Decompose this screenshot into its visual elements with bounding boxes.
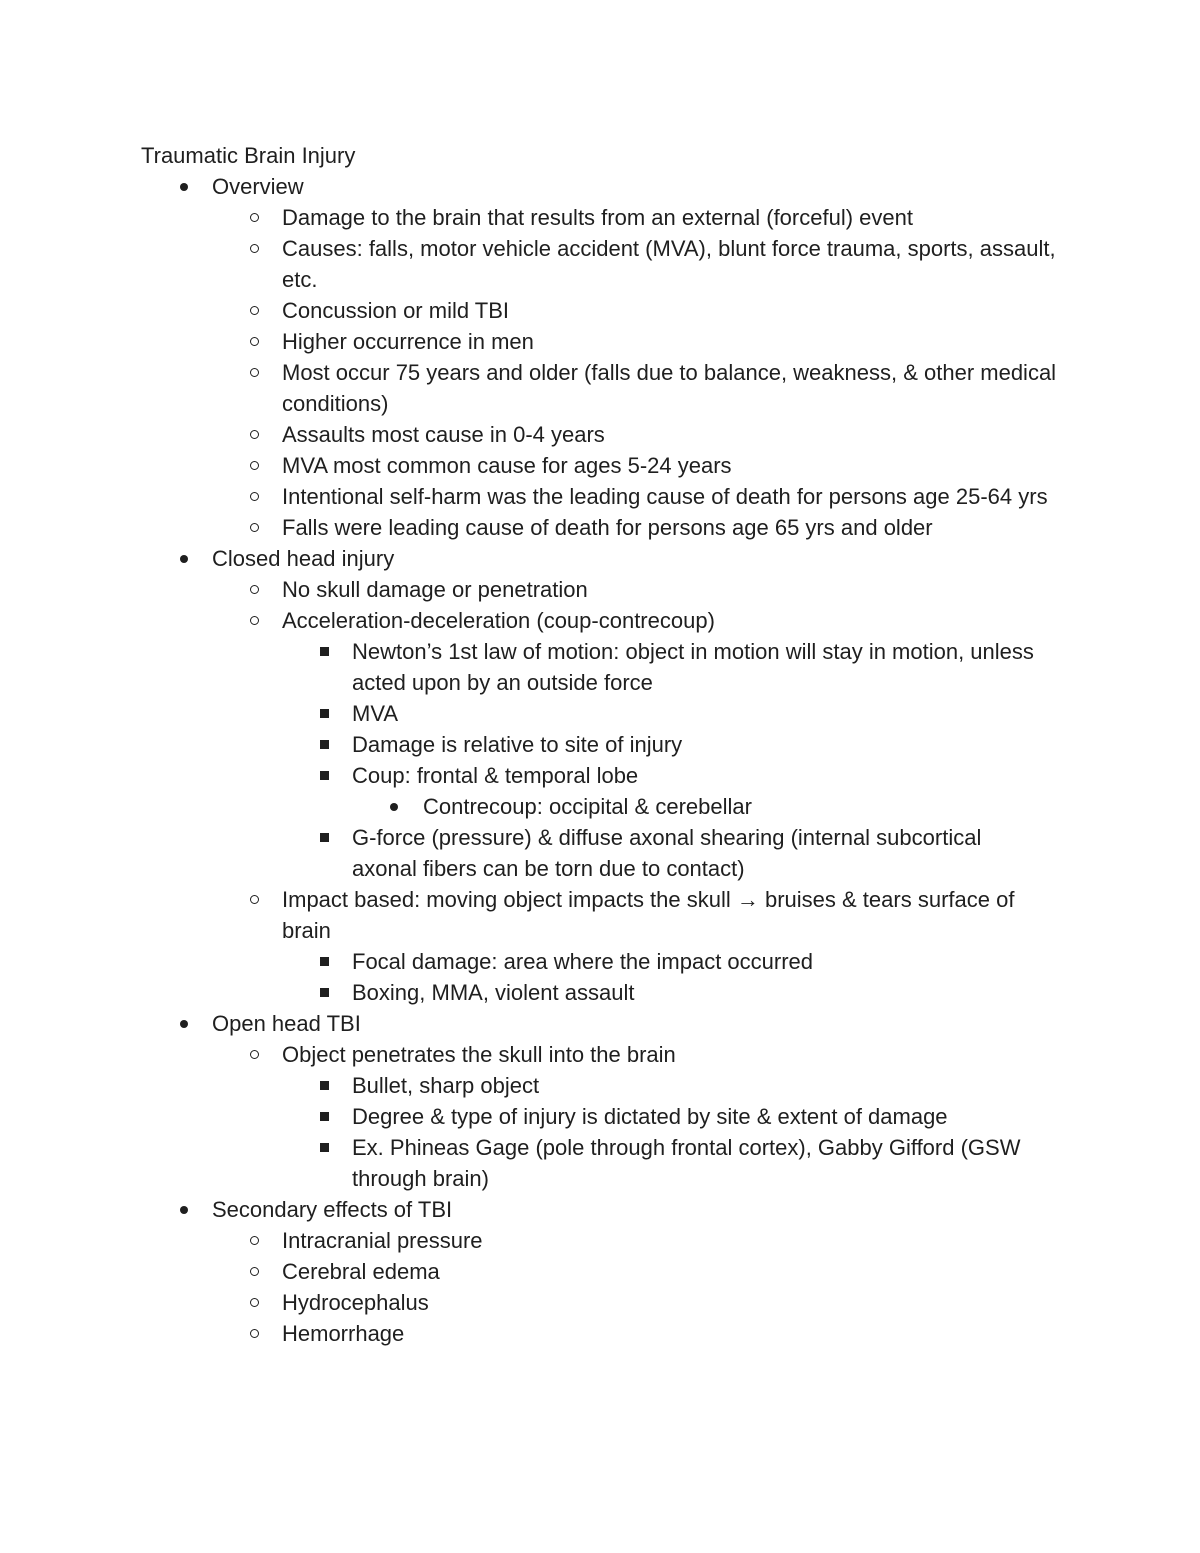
outline-item-text: Concussion or mild TBI [282, 298, 510, 323]
outline-item-text: Object penetrates the skull into the brain [282, 1042, 676, 1067]
outline-item-level-2 [141, 419, 1062, 450]
outline-item-level-3 [141, 822, 1052, 884]
hollow-bullet-icon [247, 481, 261, 512]
outline-item-text: Bullet, sharp object [352, 1073, 540, 1098]
outline-item-level-2 [141, 202, 1062, 233]
outline-item-text: G-force (pressure) & diffuse axonal shearing (internal subcortical axonal fibers can be torn due to contact) [352, 825, 982, 881]
hollow-bullet-icon [247, 357, 261, 388]
outline-item-level-2 [141, 481, 1062, 512]
outline-item-level-2 [141, 1225, 1062, 1256]
outline-item-level-3 [141, 946, 1052, 977]
outline-item-text: Cerebral edema [282, 1259, 440, 1284]
outline-item-text: Acceleration-deceleration (coup-contrecoup) [282, 608, 715, 633]
outline-item-text: Falls were leading cause of death for persons age 65 yrs and older [282, 515, 933, 540]
outline-item-level-1 [141, 543, 1061, 574]
outline-item-level-2 [141, 233, 1062, 295]
outline-item-level-2 [141, 1256, 1062, 1287]
square-bullet-icon [317, 729, 331, 760]
square-bullet-icon [317, 1101, 331, 1132]
outline-item-text: Secondary effects of TBI [212, 1197, 453, 1222]
outline-item-level-3 [141, 1101, 1052, 1132]
outline-item-text: No skull damage or penetration [282, 577, 588, 602]
outline-item-text: Damage to the brain that results from an external (forceful) event [282, 205, 913, 230]
hollow-bullet-icon [247, 419, 261, 450]
outline-item-level-3 [141, 1070, 1052, 1101]
outline-item-text: Causes: falls, motor vehicle accident (MVA), blunt force trauma, sports, assault, etc. [282, 236, 1056, 292]
outline-item-text: Intentional self-harm was the leading cause of death for persons age 25-64 yrs [282, 484, 1048, 509]
outline-item-level-2 [141, 450, 1062, 481]
outline-item-text: Open head TBI [212, 1011, 361, 1036]
outline-item-text: Degree & type of injury is dictated by site & extent of damage [352, 1104, 948, 1129]
outline-item-level-2 [141, 1318, 1062, 1349]
hollow-bullet-icon [247, 1256, 261, 1287]
square-bullet-icon [317, 1070, 331, 1101]
filled-bullet-icon [387, 791, 401, 822]
outline-item-text: Boxing, MMA, violent assault [352, 980, 635, 1005]
square-bullet-icon [317, 636, 331, 667]
outline-item-level-1 [141, 1008, 1061, 1039]
hollow-bullet-icon [247, 1287, 261, 1318]
outline-item-text: MVA most common cause for ages 5-24 years [282, 453, 732, 478]
outline-item-text: Impact based: moving object impacts the skull → bruises & tears surface of brain [282, 887, 1015, 943]
document-title: Traumatic Brain Injury [141, 143, 356, 168]
outline-item-text: Closed head injury [212, 546, 395, 571]
outline-item-level-1 [141, 1194, 1061, 1225]
hollow-bullet-icon [247, 605, 261, 636]
outline-item-level-3 [141, 636, 1052, 698]
square-bullet-icon [317, 760, 331, 791]
outline-item-text: Ex. Phineas Gage (pole through frontal cortex), Gabby Gifford (GSW through brain) [352, 1135, 1021, 1191]
outline-item-level-2 [141, 884, 1062, 946]
square-bullet-icon [317, 1132, 331, 1163]
square-bullet-icon [317, 698, 331, 729]
hollow-bullet-icon [247, 326, 261, 357]
outline-item-level-2 [141, 605, 1062, 636]
hollow-bullet-icon [247, 574, 261, 605]
filled-bullet-icon [177, 171, 191, 202]
outline-item-level-2 [141, 295, 1062, 326]
outline-item-level-2 [141, 1287, 1062, 1318]
outline-item-level-2 [141, 326, 1062, 357]
outline-list [141, 171, 1061, 1349]
hollow-bullet-icon [247, 1039, 261, 1070]
outline-item-text: MVA [352, 701, 399, 726]
outline-item-level-3 [141, 760, 1052, 791]
outline-item-text: Coup: frontal & temporal lobe [352, 763, 639, 788]
outline-item-text: Contrecoup: occipital & cerebellar [423, 794, 752, 819]
filled-bullet-icon [177, 543, 191, 574]
outline-item-text: Intracranial pressure [282, 1228, 483, 1253]
outline-item-text: Hemorrhage [282, 1321, 405, 1346]
document-body [141, 140, 1061, 1349]
square-bullet-icon [317, 977, 331, 1008]
hollow-bullet-icon [247, 884, 261, 915]
filled-bullet-icon [177, 1008, 191, 1039]
outline-item-level-2 [141, 357, 1062, 419]
hollow-bullet-icon [247, 202, 261, 233]
outline-item-level-2 [141, 574, 1062, 605]
hollow-bullet-icon [247, 512, 261, 543]
outline-item-text: Hydrocephalus [282, 1290, 429, 1315]
outline-item-text: Newton’s 1st law of motion: object in motion will stay in motion, unless acted upon by an outside force [352, 639, 1034, 695]
outline-item-text: Focal damage: area where the impact occurred [352, 949, 814, 974]
outline-item-text: Damage is relative to site of injury [352, 732, 683, 757]
filled-bullet-icon [177, 1194, 191, 1225]
outline-item-level-3 [141, 729, 1052, 760]
hollow-bullet-icon [247, 1225, 261, 1256]
outline-item-level-2 [141, 512, 1062, 543]
outline-item-level-2 [141, 1039, 1062, 1070]
hollow-bullet-icon [247, 450, 261, 481]
outline-item-level-3 [141, 698, 1052, 729]
square-bullet-icon [317, 822, 331, 853]
outline-item-text: Most occur 75 years and older (falls due to balance, weakness, & other medical conditions) [282, 360, 1057, 416]
outline-item-text: Overview [212, 174, 304, 199]
hollow-bullet-icon [247, 1318, 261, 1349]
square-bullet-icon [317, 946, 331, 977]
hollow-bullet-icon [247, 233, 261, 264]
outline-item-text: Assaults most cause in 0-4 years [282, 422, 605, 447]
hollow-bullet-icon [247, 295, 261, 326]
outline-item-text: Higher occurrence in men [282, 329, 534, 354]
outline-item-level-3 [141, 977, 1052, 1008]
outline-item-level-1 [141, 171, 1061, 202]
outline-item-level-3 [141, 1132, 1052, 1194]
outline-item-level-4 [141, 791, 1061, 822]
